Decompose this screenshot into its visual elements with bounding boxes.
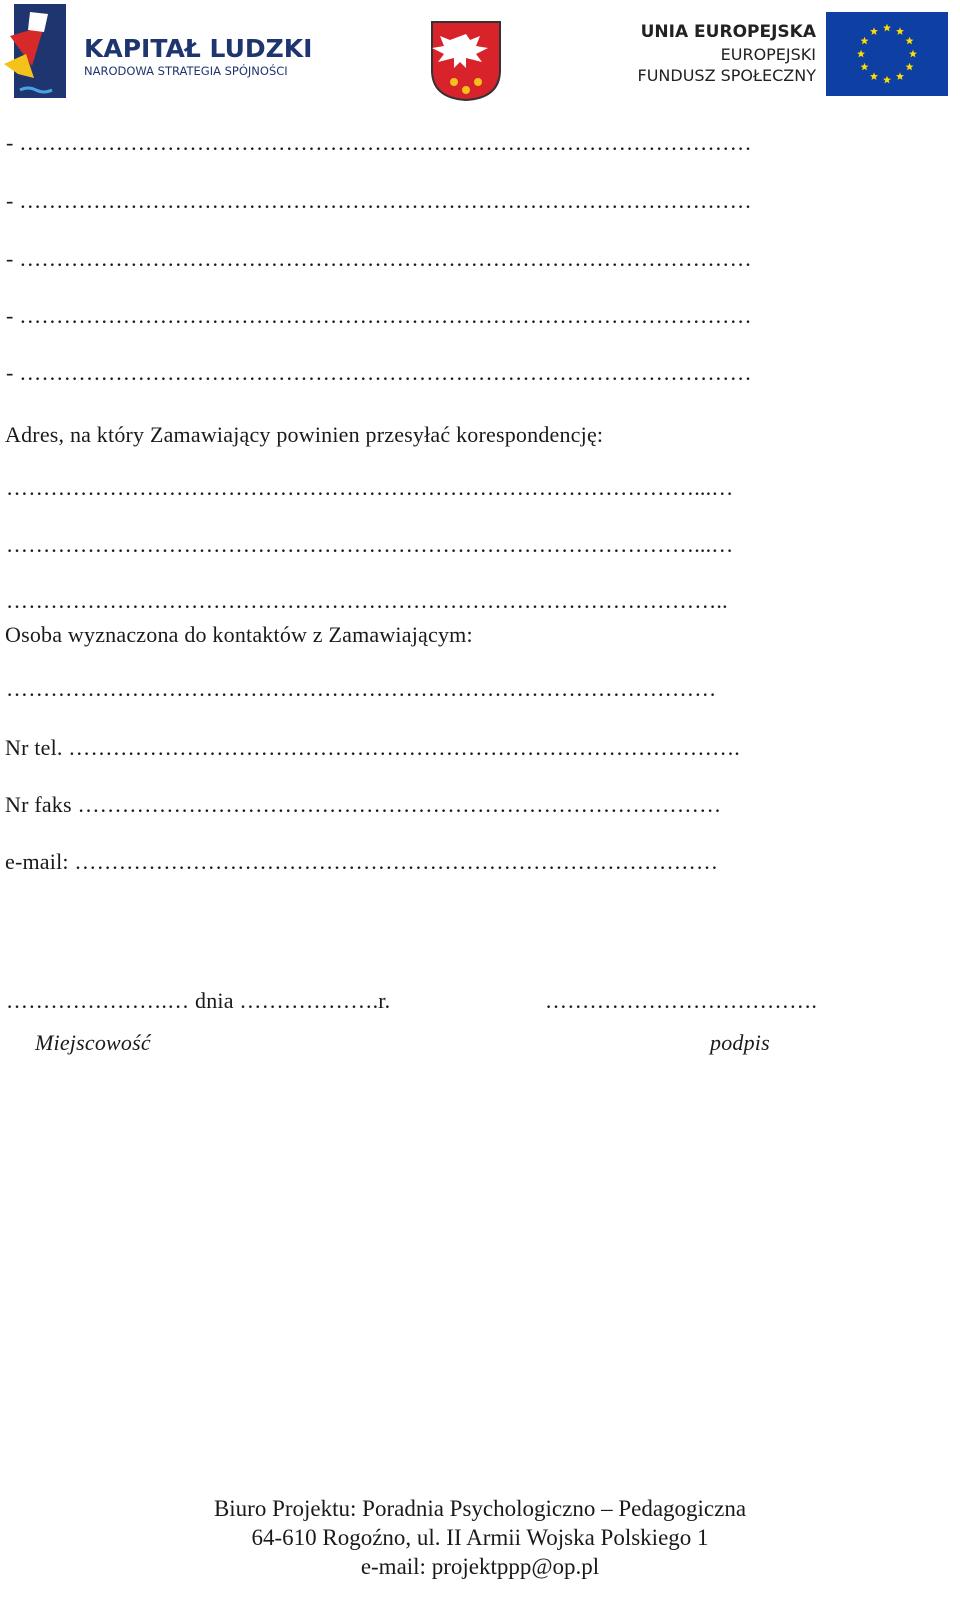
kapital-ludzki-subtitle: NARODOWA STRATEGIA SPÓJNOŚCI: [84, 64, 288, 78]
kapital-ludzki-emblem-icon: [4, 4, 68, 98]
footer-line-3: e-mail: projektppp@op.pl: [360, 1554, 600, 1579]
signature-label: podpis: [710, 1030, 770, 1055]
item-line-3: - ………………………………………………………………………………………: [6, 246, 752, 271]
ue-line-1: UNIA EUROPEJSKA: [640, 22, 816, 42]
item-line-4: - ………………………………………………………………………………………: [6, 303, 752, 328]
email-field: e-mail: ……………………………………………………………………………: [5, 849, 719, 874]
eu-flag: [826, 12, 948, 96]
item-line-5: - ………………………………………………………………………………………: [6, 360, 752, 385]
contact-label: Osoba wyznaczona do kontaktów z Zamawiającym:: [5, 622, 473, 647]
address-label: Adres, na który Zamawiający powinien przesyłać korespondencję:: [5, 422, 604, 447]
ue-line-3: FUNDUSZ SPOŁECZNY: [637, 66, 816, 85]
crest-eagle-icon: [430, 20, 502, 102]
address-line-1: …………………………………………………………………………………...…: [6, 475, 734, 500]
footer-line-2: 64-610 Rogoźno, ul. II Armii Wojska Polskiego 1: [251, 1525, 709, 1550]
address-line-3: ……………………………………………………………………………………..: [6, 588, 728, 613]
item-line-1: - ………………………………………………………………………………………: [6, 130, 752, 155]
place-label: Miejscowość: [35, 1030, 151, 1055]
place-date-line: ………………….… dnia ……………….r.: [6, 988, 391, 1013]
kapital-ludzki-logo: [4, 4, 313, 100]
phone-field: Nr tel. ……………………………………………………………………………….: [5, 735, 741, 760]
crest-logo: [430, 20, 502, 102]
ue-efs-logo-text: [610, 10, 816, 96]
contact-line: ……………………………………………………………………………………: [6, 676, 717, 701]
address-line-2: …………………………………………………………………………………...…: [6, 532, 734, 557]
fax-field: Nr faks ……………………………………………………………………………: [5, 792, 722, 817]
signature-line: ……………………………….: [545, 988, 818, 1013]
ue-line-2: EUROPEJSKI: [720, 45, 816, 64]
kapital-ludzki-title: KAPITAŁ LUDZKI: [84, 34, 313, 63]
item-line-2: - ………………………………………………………………………………………: [6, 188, 752, 213]
eu-flag-icon: [826, 12, 948, 96]
footer-line-1: Biuro Projektu: Poradnia Psychologiczno – Pedagogiczna: [213, 1496, 747, 1521]
